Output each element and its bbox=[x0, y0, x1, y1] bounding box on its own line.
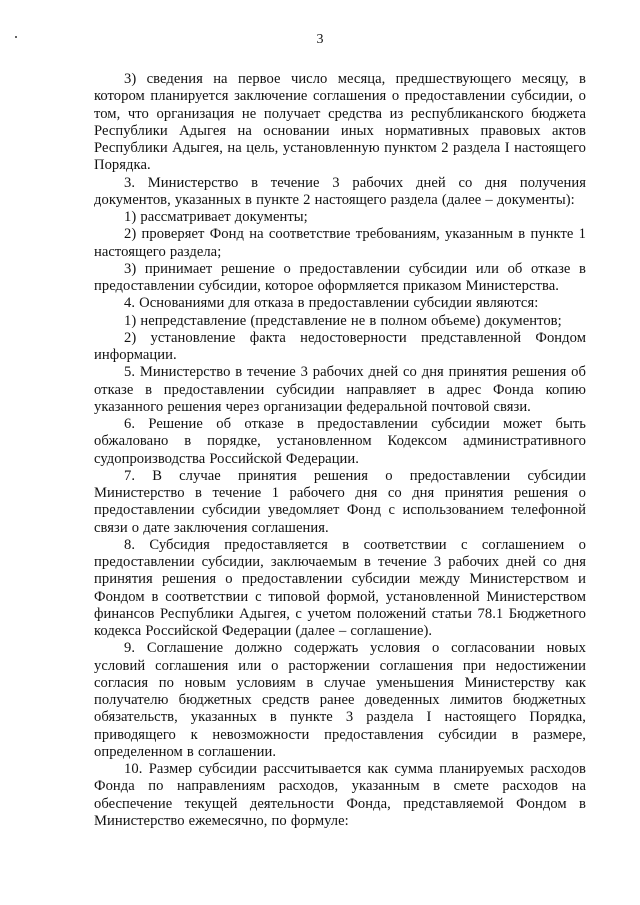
paragraph-point-8: 8. Субсидия предоставляется в соответствии с соглашением о предоставлении субсидии, заключаемым в течение 3 рабочих дней со дня принятия решения о предоставлении субсидии между Министерством и Фондом в соответствии с типовой формой, установленной Министерством финансов Республики Адыгея, с учетом положений статьи 78.1 Бюджетного кодекса Российской Федерации (далее – соглашение). bbox=[94, 536, 586, 639]
paragraph-point-3-3: 3) принимает решение о предоставлении субсидии или об отказе в предоставлении субсидии, которое оформляется приказом Министерства. bbox=[94, 260, 586, 294]
paragraph-point-5: 5. Министерство в течение 3 рабочих дней со дня принятия решения об отказе в предоставлении субсидии направляет в адрес Фонда копию указанного решения через организации федеральной почтовой связи. bbox=[94, 364, 586, 415]
paragraph-point-3-1: 1) рассматривает документы; bbox=[124, 209, 308, 225]
paragraph-point-9: 9. Соглашение должно содержать условия о согласовании новых условий соглашения или о расторжении соглашения при недостижении согласия по новым условиям в случае уменьшения Министерству как получателю бюджетных средств ранее доведенных лимитов бюджетных обязательств, указанных в пункте 3 раздела I настоящего Порядка, приводящего к невозможности предоставления субсидии в размере, определенном в соглашении. bbox=[94, 640, 586, 760]
paragraph-point-4-1: 1) непредставление (представление не в полном объеме) документов; bbox=[124, 312, 562, 329]
page-number: 3 bbox=[316, 32, 324, 47]
paragraph-point-4: 4. Основаниями для отказа в предоставлении субсидии являются: bbox=[124, 295, 539, 312]
paragraph-point-3: 3. Министерство в течение 3 рабочих дней со дня получения документов, указанных в пункте 2 настоящего раздела (далее – документы): bbox=[94, 174, 586, 208]
paragraph-point-10: 10. Размер субсидии рассчитывается как сумма планируемых расходов Фонда по направлениям расходов, указанным в смете расходов на обеспечение текущей деятельности Фонда, представляемой Фондом в Министерство ежемесячно, по формуле: bbox=[94, 761, 586, 829]
paragraph-item-3-info: 3) сведения на первое число месяца, предшествующего месяцу, в котором планируется заключение соглашения о предоставлении субсидии, о том, что организация не получает средства из республиканского бюджета Республики Адыгея на основании иных нормативных правовых актов Республики Адыгея, на цель, установленную пунктом 2 раздела I настоящего Порядка. bbox=[94, 71, 586, 174]
paragraph-point-4-2: 2) установление факта недостоверности представленной Фондом информации. bbox=[94, 329, 586, 363]
paragraph-point-3-2: 2) проверяет Фонд на соответствие требованиям, указанным в пункте 1 настоящего раздела; bbox=[94, 226, 586, 260]
document-body bbox=[94, 71, 586, 830]
paragraph-point-6: 6. Решение об отказе в предоставлении субсидии может быть обжаловано в порядке, установленном Кодексом административного судопроизводства Российской Федерации. bbox=[94, 416, 586, 467]
paragraph-point-7: 7. В случае принятия решения о предоставлении субсидии Министерство в течение 1 рабочего дня со дня принятия решения о предоставлении субсидии уведомляет Фонд с использованием телефонной связи о дате заключения соглашения. bbox=[94, 467, 586, 536]
